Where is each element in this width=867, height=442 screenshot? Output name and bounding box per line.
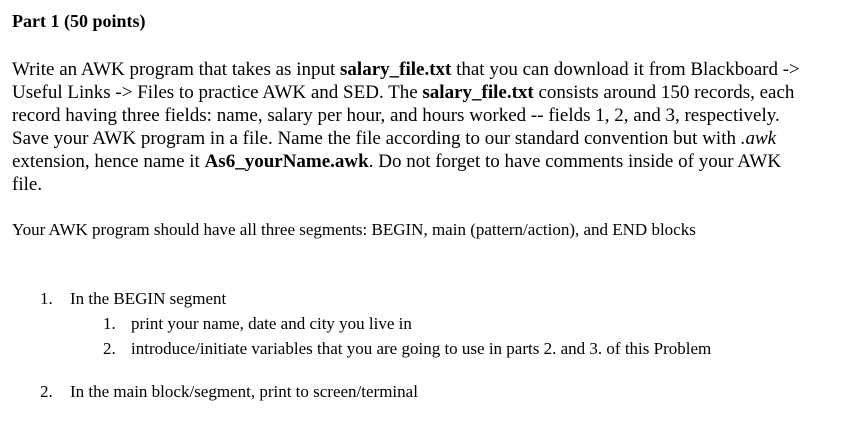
paragraph-text: that you can download it from Blackboard -> Useful Links -> Files to practice AWK and SED. The [12,59,800,103]
list-item [40,288,840,310]
list-item [103,313,803,335]
requirements-list-continued [40,381,840,403]
list-item-text: introduce/initiate variables that you are going to use in parts 2. and 3. of this Problem [131,339,712,358]
list-item-text: print your name, date and city you live in [131,314,412,333]
list-item-text: In the BEGIN segment [70,289,227,308]
list-number: 1. [40,289,53,308]
program-filename-bold: As6_yourName.awk [204,151,369,172]
list-number: 1. [103,314,116,333]
list-item-text: In the main block/segment, print to screen/terminal [70,382,418,401]
requirements-list [40,288,840,310]
section-heading: Part 1 (50 points) [12,11,146,31]
paragraph-text: Write an AWK program that takes as input [12,59,341,80]
filename-bold: salary_file.txt [340,59,452,80]
list-number: 2. [103,339,116,358]
list-item [103,338,803,360]
filename-bold: salary_file.txt [422,82,534,103]
list-item [40,381,840,403]
instructions-paragraph [12,58,812,196]
segments-paragraph: Your AWK program should have all three segments: BEGIN, main (pattern/action), and END blocks [12,220,696,239]
begin-subitems-list [103,313,803,363]
paragraph-text: extension, hence name it [12,151,205,172]
paragraph-text: . Do not forget to have comments inside of your AWK file. [12,151,782,195]
paragraph-text: consists around 150 records, each record having three fields: name, salary per hour, and hours worked -- fields 1, 2, and 3, respectively. Save your AWK program in a file. Name the file according to our standard convention but with [12,82,795,149]
list-number: 2. [40,382,53,401]
extension-italic: .awk [740,128,777,149]
